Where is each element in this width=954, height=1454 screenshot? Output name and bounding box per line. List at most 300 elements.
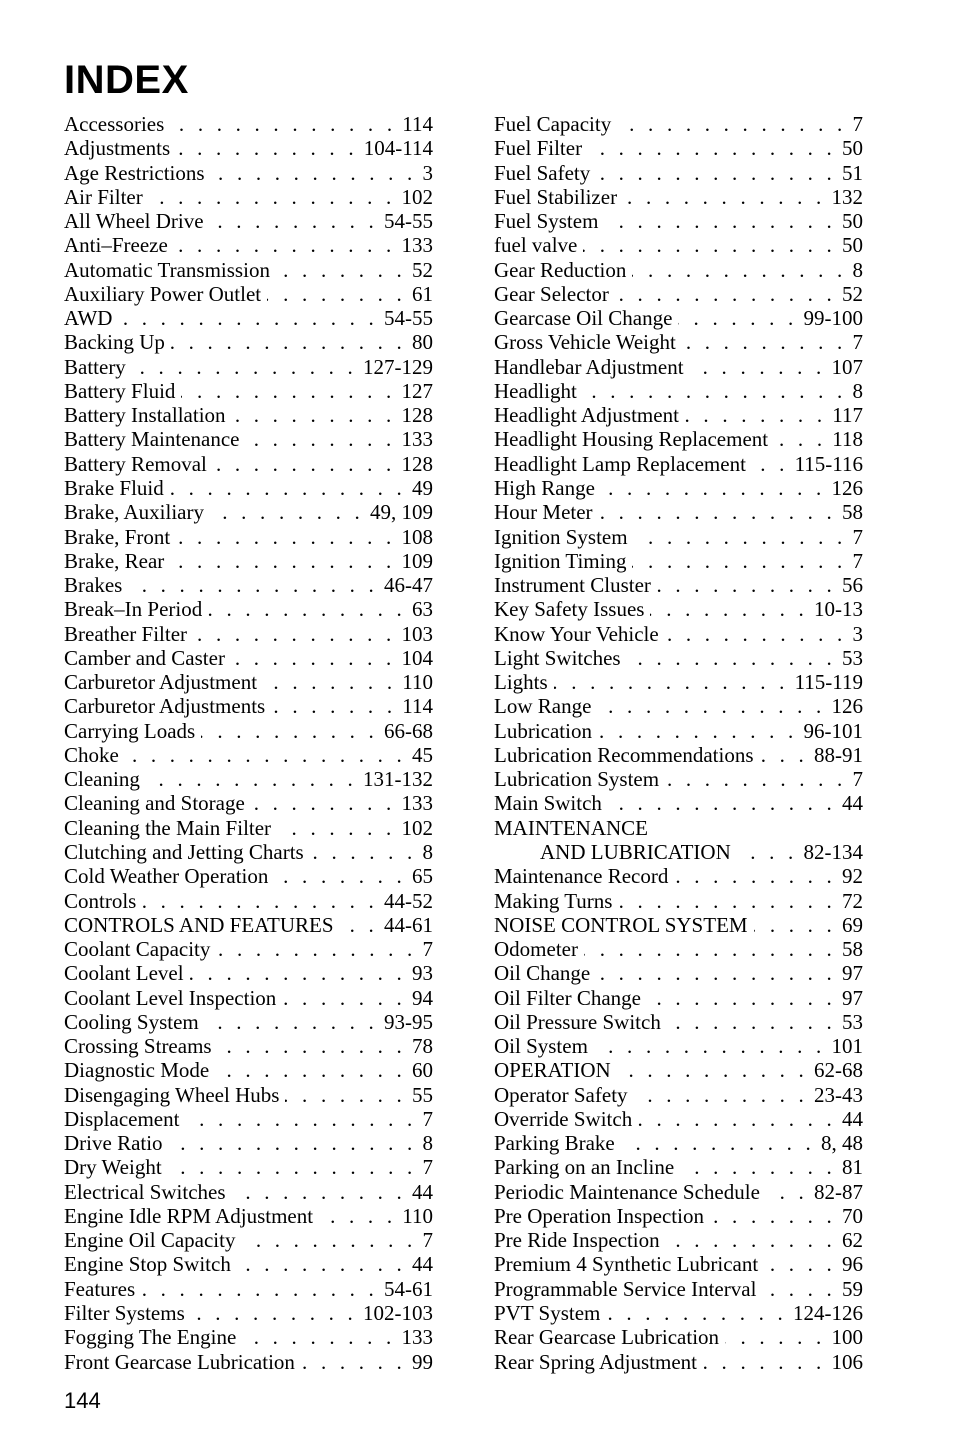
index-term: CONTROLS AND FEATURES [64, 912, 334, 937]
dot-leader [596, 961, 836, 985]
index-entry [64, 1204, 433, 1228]
index-page-ref: 44-52 [384, 888, 433, 913]
index-page-ref: 100 [831, 1325, 863, 1350]
dot-leader [310, 840, 417, 864]
index-term: Pre Operation Inspection [494, 1203, 704, 1228]
index-page-ref: 59 [842, 1276, 863, 1301]
index-term: Fuel Filter [494, 136, 583, 161]
index-term: Key Safety Issues [494, 597, 645, 622]
index-term: NOISE CONTROL SYSTEM [494, 912, 748, 937]
index-entry [494, 1277, 863, 1301]
index-entry [494, 1083, 863, 1107]
index-entry [64, 573, 433, 597]
dot-leader [737, 840, 798, 864]
dot-leader [598, 719, 798, 743]
index-term: Oil Change [494, 961, 591, 986]
dot-leader [584, 937, 836, 961]
index-page-ref: 62-68 [814, 1058, 863, 1083]
dot-leader [650, 597, 808, 621]
index-entry [494, 1301, 863, 1325]
index-page-ref: 3 [852, 621, 863, 646]
index-page-ref: 93 [412, 961, 433, 986]
index-entry [494, 1010, 863, 1034]
index-term: Override Switch [494, 1106, 633, 1131]
dot-leader [617, 112, 846, 136]
dot-leader [634, 525, 847, 549]
dot-leader [774, 427, 826, 451]
index-page-ref: 10-13 [814, 597, 863, 622]
index-entry [64, 1252, 433, 1276]
dot-leader [205, 1010, 378, 1034]
dot-leader [647, 986, 836, 1010]
index-page-ref: 44 [412, 1252, 433, 1277]
index-page-ref: 54-61 [384, 1276, 433, 1301]
index-entry [64, 889, 433, 913]
index-entry [64, 961, 433, 985]
index-term: Cleaning and Storage [64, 791, 245, 816]
dot-leader [583, 379, 847, 403]
index-term: Fuel Safety [494, 160, 591, 185]
index-entry [64, 1277, 433, 1301]
index-page-ref: 102 [401, 815, 433, 840]
index-entry [64, 1083, 433, 1107]
index-page-ref: 80 [412, 330, 433, 355]
index-term: Automatic Transmission [64, 257, 270, 282]
index-term: Filter Systems [64, 1301, 185, 1326]
index-entry [64, 1350, 433, 1374]
index-entry [494, 694, 863, 718]
dot-leader [149, 185, 396, 209]
index-entry [494, 136, 863, 160]
index-page-ref: 81 [842, 1155, 863, 1180]
index-entry [64, 743, 433, 767]
dot-leader [271, 694, 396, 718]
index-entry [64, 549, 433, 573]
index-term: Handlebar Adjustment [494, 354, 684, 379]
dot-leader [168, 1155, 417, 1179]
dot-leader [142, 889, 378, 913]
index-entry [494, 646, 863, 670]
dot-leader [665, 767, 846, 791]
index-page-ref: 82-134 [803, 839, 863, 864]
index-page-ref: 127 [401, 378, 433, 403]
dot-leader [588, 136, 836, 160]
index-entry [64, 791, 433, 815]
dot-leader [211, 161, 417, 185]
dot-leader [340, 913, 378, 937]
index-entry [494, 1034, 863, 1058]
index-page-ref: 131-132 [363, 767, 433, 792]
index-page-ref: 66-68 [384, 718, 433, 743]
index-entry [494, 379, 863, 403]
index-term: Features [64, 1276, 136, 1301]
dot-leader [554, 670, 789, 694]
index-entry [64, 209, 433, 233]
index-term: Fogging The Engine [64, 1325, 237, 1350]
index-page-ref: 58 [842, 500, 863, 525]
index-page-ref: 7 [852, 112, 863, 136]
index-page-ref: 133 [401, 233, 433, 258]
index-term: Hour Meter [494, 500, 593, 525]
index-entry [494, 161, 863, 185]
index-term: Brake Fluid [64, 475, 164, 500]
index-page-ref: 52 [412, 257, 433, 282]
dot-leader [241, 1228, 416, 1252]
index-term: Carburetor Adjustment [64, 670, 258, 695]
index-entry [64, 1180, 433, 1204]
index-entry [64, 1228, 433, 1252]
index-entry [494, 840, 863, 864]
dot-leader [169, 1131, 417, 1155]
dot-leader [246, 427, 396, 451]
index-page-ref: 8 [422, 839, 433, 864]
index-page-ref: 51 [842, 160, 863, 185]
index-page-ref: 115-116 [794, 451, 863, 476]
index-entry [64, 816, 433, 840]
index-term: Headlight [494, 378, 577, 403]
index-entry [64, 258, 433, 282]
index-entry [64, 1301, 433, 1325]
index-term: Making Turns [494, 888, 613, 913]
index-entry [64, 136, 433, 160]
index-page-ref: 114 [402, 694, 433, 719]
index-entry [64, 330, 433, 354]
index-page-ref: 132 [831, 184, 863, 209]
index-entry [494, 986, 863, 1010]
index-page-ref: 53 [842, 1009, 863, 1034]
index-entry [494, 816, 863, 840]
index-page-ref: 133 [401, 1325, 433, 1350]
index-page-ref: 50 [842, 233, 863, 258]
dot-leader [251, 791, 396, 815]
index-term: Engine Oil Capacity [64, 1228, 236, 1253]
index-entry [64, 403, 433, 427]
index-term: Pre Ride Inspection [494, 1228, 660, 1253]
dot-leader [237, 1252, 406, 1276]
index-term: Disengaging Wheel Hubs [64, 1082, 280, 1107]
index-term: Gross Vehicle Weight [494, 330, 676, 355]
dot-leader [170, 549, 395, 573]
index-entry [494, 961, 863, 985]
dot-leader [632, 549, 846, 573]
dot-leader [125, 743, 406, 767]
index-term: Accessories [64, 112, 165, 136]
index-term: Headlight Lamp Replacement [494, 451, 746, 476]
dot-leader [215, 1058, 406, 1082]
index-page-ref: 72 [842, 888, 863, 913]
index-entry [494, 525, 863, 549]
dot-leader [218, 1034, 406, 1058]
index-page-ref: 128 [401, 451, 433, 476]
index-term: Fuel Capacity [494, 112, 612, 136]
dot-leader [267, 282, 406, 306]
index-page-ref: 118 [832, 427, 863, 452]
index-term: Adjustments [64, 136, 171, 161]
dot-leader [621, 1131, 815, 1155]
index-term: Oil Pressure Switch [494, 1009, 661, 1034]
index-term: Dry Weight [64, 1155, 162, 1180]
dot-leader [623, 185, 825, 209]
index-entry [64, 1107, 433, 1131]
dot-leader [146, 767, 357, 791]
dot-leader [181, 379, 395, 403]
index-page-ref: 44 [412, 1179, 433, 1204]
index-entry [494, 1058, 863, 1082]
dot-leader [680, 1155, 836, 1179]
index-entry [64, 646, 433, 670]
index-page-ref: 44 [842, 791, 863, 816]
index-term: Auxiliary Power Outlet [64, 281, 262, 306]
index-page-ref: 127-129 [363, 354, 433, 379]
dot-leader [276, 258, 406, 282]
dot-leader [634, 1083, 808, 1107]
index-term: Age Restrictions [64, 160, 205, 185]
index-page-ref: 45 [412, 742, 433, 767]
dot-leader [301, 1350, 406, 1374]
index-entry [64, 694, 433, 718]
index-entry [64, 986, 433, 1010]
index-term: Crossing Streams [64, 1034, 212, 1059]
dot-leader [174, 233, 396, 257]
dot-leader [216, 937, 416, 961]
dot-leader [638, 1107, 836, 1131]
index-entry [64, 355, 433, 379]
index-entry [494, 233, 863, 257]
index-page-ref: 128 [401, 403, 433, 428]
index-entry [494, 1131, 863, 1155]
dot-leader [232, 1180, 406, 1204]
index-term: Displacement [64, 1106, 180, 1131]
dot-leader [599, 500, 836, 524]
index-entry [64, 1058, 433, 1082]
dot-leader [632, 258, 846, 282]
index-entry [494, 355, 863, 379]
index-entry [494, 258, 863, 282]
index-entry [494, 913, 863, 937]
index-term: Ignition System [494, 524, 628, 549]
dot-leader [118, 306, 378, 330]
dot-leader [193, 622, 395, 646]
index-entry [64, 379, 433, 403]
index-term: Coolant Capacity [64, 937, 211, 962]
index-term: Engine Idle RPM Adjustment [64, 1203, 314, 1228]
index-page-ref: 88-91 [814, 742, 863, 767]
dot-leader [682, 330, 847, 354]
index-entry [494, 549, 863, 573]
index-page-ref: 3 [422, 160, 433, 185]
index-term: Ignition Timing [494, 548, 627, 573]
index-term: Brake, Rear [64, 548, 165, 573]
index-entry [64, 1034, 433, 1058]
index-entry [64, 161, 433, 185]
dot-leader [277, 816, 395, 840]
index-term: Maintenance Record [494, 864, 669, 889]
index-page-ref: 124-126 [793, 1301, 863, 1326]
index-term: Diagnostic Mode [64, 1058, 210, 1083]
dot-leader [210, 500, 364, 524]
dot-leader [191, 1301, 357, 1325]
index-page-ref: 8 [852, 257, 863, 282]
index-entry [494, 476, 863, 500]
index-term: Premium 4 Synthetic Lubricant [494, 1252, 759, 1277]
index-page-ref: 8 [852, 378, 863, 403]
index-term: Controls [64, 888, 137, 913]
index-page-ref: 106 [831, 1349, 863, 1374]
dot-leader [615, 282, 836, 306]
index-entry [494, 864, 863, 888]
index-term: OPERATION [494, 1058, 611, 1083]
index-term: Cleaning the Main Filter [64, 815, 272, 840]
index-page-ref: 96-101 [803, 718, 863, 743]
index-page-ref: 7 [422, 1155, 433, 1180]
dot-leader [594, 1034, 826, 1058]
index-entry [494, 452, 863, 476]
index-term: Programmable Service Interval [494, 1276, 757, 1301]
index-term: Break–In Period [64, 597, 203, 622]
dot-leader [170, 112, 396, 136]
dot-leader [685, 403, 826, 427]
index-page-ref: 69 [842, 912, 863, 937]
dot-leader [201, 719, 378, 743]
dot-leader [282, 986, 406, 1010]
index-entry [494, 403, 863, 427]
index-term: Instrument Cluster [494, 573, 651, 598]
index-entry [494, 282, 863, 306]
index-term: Low Range [494, 694, 592, 719]
dot-leader [319, 1204, 396, 1228]
index-entry [494, 719, 863, 743]
index-page-ref: 97 [842, 961, 863, 986]
index-entry [494, 1252, 863, 1276]
dot-leader [242, 1325, 395, 1349]
dot-leader [213, 452, 396, 476]
dot-leader [618, 889, 836, 913]
index-term: Backing Up [64, 330, 165, 355]
dot-leader [263, 670, 396, 694]
dot-leader [667, 1010, 836, 1034]
index-term: Headlight Housing Replacement [494, 427, 769, 452]
page-number: 144 [64, 1388, 101, 1413]
index-page-ref: 7 [852, 330, 863, 355]
index-page-ref: 97 [842, 985, 863, 1010]
index-entry [494, 622, 863, 646]
index-page-ref: 104-114 [363, 136, 433, 161]
index-page-ref: 7 [422, 937, 433, 962]
dot-leader [583, 233, 836, 257]
index-page-ref: 93-95 [384, 1009, 433, 1034]
index-page-ref: 61 [412, 281, 433, 306]
index-entry [494, 500, 863, 524]
index-term: Clutching and Jetting Charts [64, 839, 304, 864]
index-entry [64, 500, 433, 524]
index-page-ref: 44 [842, 1106, 863, 1131]
index-page-ref: 58 [842, 937, 863, 962]
index-term: Drive Ratio [64, 1131, 163, 1156]
dot-leader [141, 1277, 378, 1301]
index-column-right [494, 112, 863, 1374]
index-entry [64, 306, 433, 330]
index-page-ref: 52 [842, 281, 863, 306]
index-term: AND LUBRICATION [540, 839, 731, 864]
dot-leader [752, 452, 789, 476]
index-entry [494, 1107, 863, 1131]
index-term: Battery Fluid [64, 378, 176, 403]
index-entry [64, 1155, 433, 1179]
index-term: Breather Filter [64, 621, 188, 646]
index-term: Carburetor Adjustments [64, 694, 266, 719]
index-term: Lights [494, 670, 548, 695]
index-entry [64, 1010, 433, 1034]
index-page-ref: 8, 48 [821, 1131, 863, 1156]
index-entry [494, 767, 863, 791]
dot-leader [601, 476, 826, 500]
index-term: Engine Stop Switch [64, 1252, 231, 1277]
index-page-ref: 23-43 [814, 1082, 863, 1107]
index-page-ref: 50 [842, 209, 863, 234]
dot-leader [597, 694, 825, 718]
dot-leader [128, 573, 378, 597]
dot-leader [171, 330, 406, 354]
index-page-ref: 54-55 [384, 209, 433, 234]
dot-leader [710, 1204, 836, 1228]
index-page-ref: 94 [412, 985, 433, 1010]
index-page-ref: 8 [422, 1131, 433, 1156]
dot-leader [176, 525, 395, 549]
index-entry [494, 597, 863, 621]
index-term: High Range [494, 475, 595, 500]
index-page-ref: 110 [402, 1203, 433, 1228]
index-entry [494, 743, 863, 767]
index-entry [494, 112, 863, 136]
index-page-ref: 60 [412, 1058, 433, 1083]
index-page-ref: 103 [401, 621, 433, 646]
index-page-ref: 102-103 [363, 1301, 433, 1326]
index-entry [494, 573, 863, 597]
dot-leader [190, 961, 406, 985]
index-entry [494, 889, 863, 913]
index-page-ref: 96 [842, 1252, 863, 1277]
dot-leader [617, 1058, 808, 1082]
index-term: Cleaning [64, 767, 140, 792]
index-entry [64, 937, 433, 961]
dot-leader [176, 136, 358, 160]
index-entry [64, 282, 433, 306]
index-term: Battery Removal [64, 451, 207, 476]
index-term: Periodic Maintenance Schedule [494, 1179, 760, 1204]
index-term: Coolant Level [64, 961, 184, 986]
index-page-ref: 62 [842, 1228, 863, 1253]
index-term: Lubrication [494, 718, 592, 743]
index-term: Headlight Adjustment [494, 403, 679, 428]
index-entry [494, 185, 863, 209]
index-term: Odometer [494, 937, 578, 962]
index-term: Air Filter [64, 184, 143, 209]
index-term: Know Your Vehicle [494, 621, 659, 646]
index-term: Cold Weather Operation [64, 864, 269, 889]
index-entry [64, 864, 433, 888]
dot-leader [754, 913, 836, 937]
index-term: Carrying Loads [64, 718, 196, 743]
dot-leader [608, 791, 836, 815]
dot-leader [703, 1350, 826, 1374]
index-page-ref: 53 [842, 645, 863, 670]
dot-leader [606, 1301, 787, 1325]
index-page-ref: 7 [852, 548, 863, 573]
index-entry [494, 791, 863, 815]
dot-leader [232, 403, 396, 427]
index-term: Gearcase Oil Change [494, 306, 673, 331]
index-term: Rear Gearcase Lubrication [494, 1325, 720, 1350]
